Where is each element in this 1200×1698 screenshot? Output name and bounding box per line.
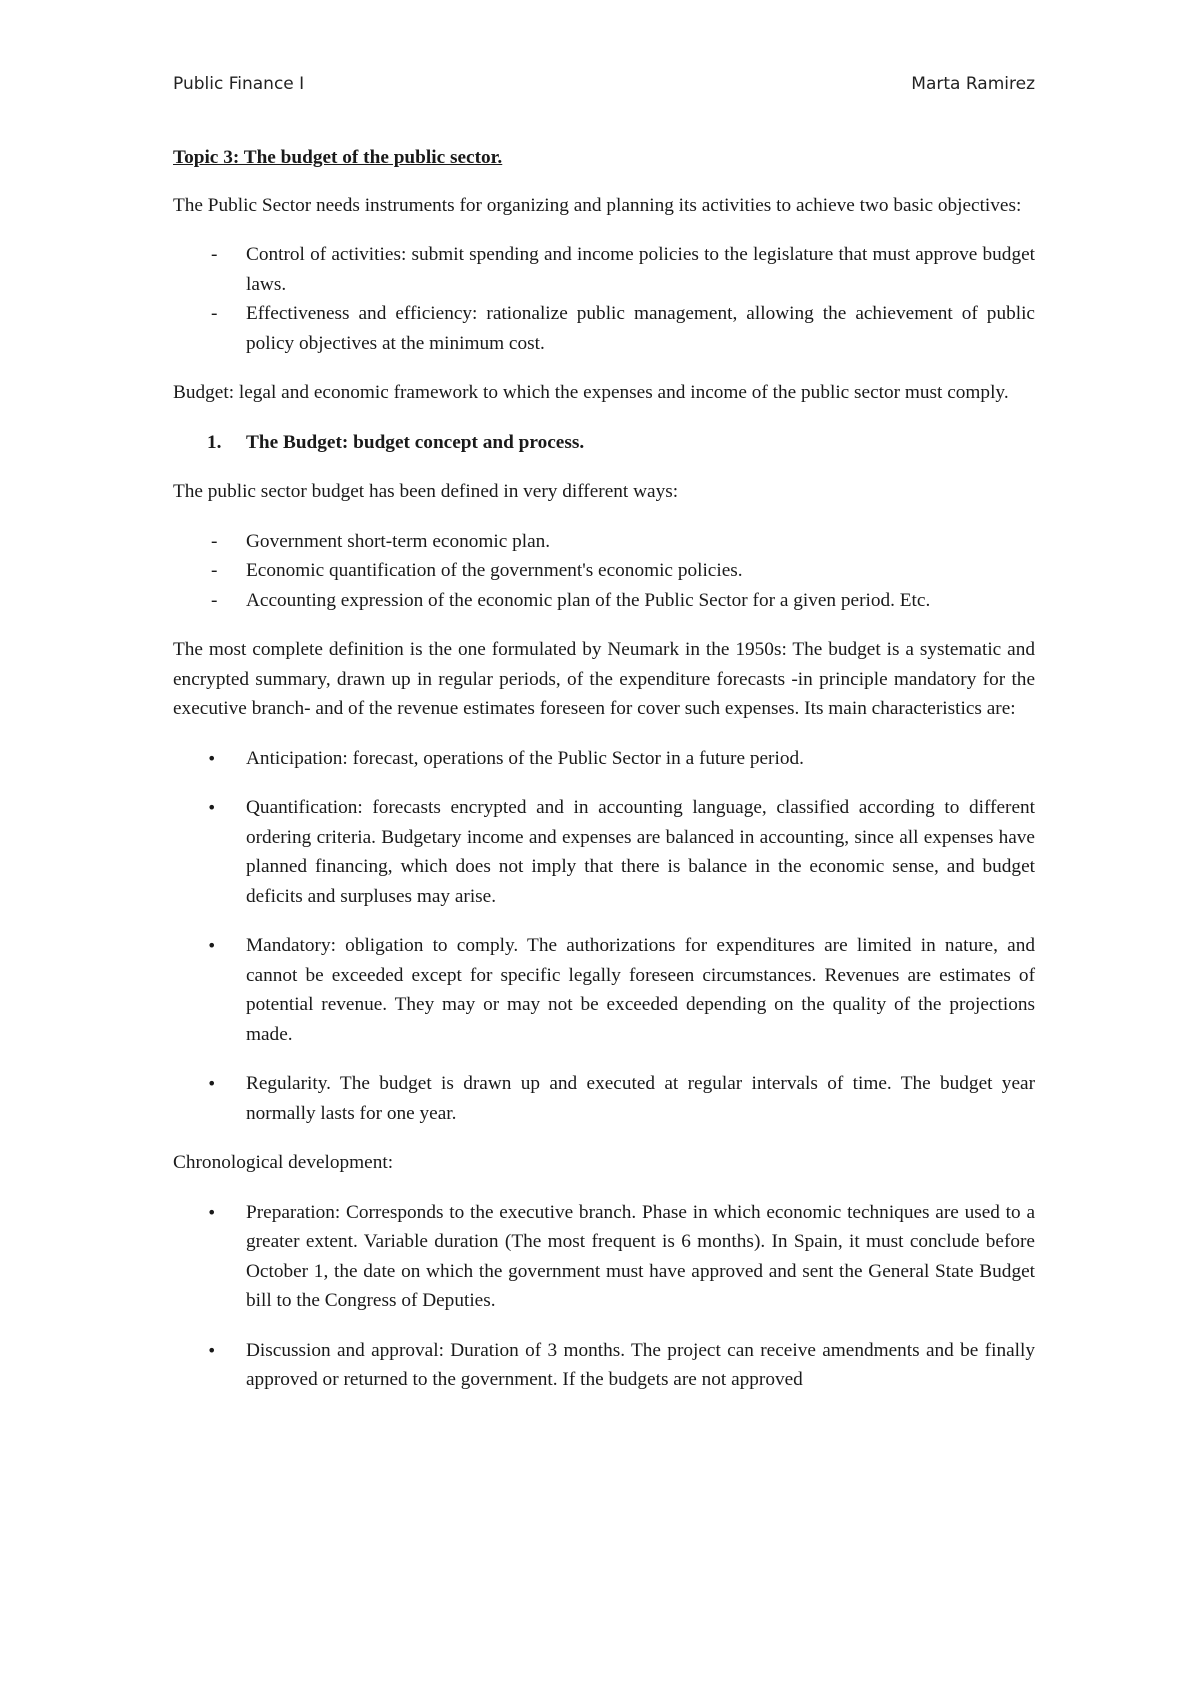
definitions-list: [173, 527, 1035, 616]
phase-text: Preparation: Corresponds to the executive branch. Phase in which economic techniques are used to a greater extent. Variable duration (The most frequent is 6 months). In Spain, it must conclude before October 1, the date on which the government must have approved and sent the General State Budget bill to the Congress of Deputies.: [246, 1201, 1035, 1311]
page-header: [173, 74, 1035, 100]
definition-text: Accounting expression of the economic plan of the Public Sector for a given period. Etc.: [246, 589, 931, 611]
bullet-marker: •: [207, 1340, 217, 1360]
bullet-marker: •: [207, 936, 217, 955]
definitions-intro-paragraph: The public sector budget has been defined in very different ways:: [173, 481, 679, 502]
header-author: Marta Ramirez: [911, 74, 1035, 94]
characteristic-text: Regularity. The budget is drawn up and executed at regular intervals of time. The budget year normally lasts for one year.: [246, 1073, 1035, 1124]
list-item: [173, 556, 1035, 586]
phase-text: Discussion and approval: Duration of 3 months. The project can receive amendments and be finally approved or returned to the government. If the budgets are not approved: [246, 1339, 1035, 1390]
definition-text: Government short-term economic plan.: [246, 530, 551, 552]
characteristics-list: [173, 744, 1035, 1129]
document-body: [173, 143, 1035, 1415]
list-item: [173, 527, 1035, 557]
topic-title: Topic 3: The budget of the public sector.: [173, 147, 503, 168]
bullet-marker: •: [207, 748, 217, 768]
section-number: 1.: [207, 431, 222, 453]
characteristic-text: Quantification: forecasts encrypted and in accounting language, classified according to different ordering criteria. Budgetary income and expenses are balanced in accounting, since all expenses have planned financing, which does not imply that there is balance in the economic sense, and budget deficits and surpluses may arise.: [246, 797, 1035, 907]
list-item: [173, 1198, 1035, 1316]
list-item: [173, 793, 1035, 911]
intro-paragraph: The Public Sector needs instruments for organizing and planning its activities to achieve two basic objectives:: [173, 194, 1022, 216]
chronological-intro-paragraph: Chronological development:: [173, 1152, 394, 1173]
list-item: [173, 931, 1035, 1049]
list-item: [173, 299, 1035, 358]
list-item: [173, 240, 1035, 299]
dash-marker: -: [211, 530, 218, 552]
list-item: [173, 744, 1035, 774]
list-item: [173, 1069, 1035, 1128]
list-item: [173, 1336, 1035, 1395]
section-heading: [173, 428, 1035, 458]
definition-text: Economic quantification of the government's economic policies.: [246, 560, 743, 581]
characteristic-text: Anticipation: forecast, operations of the Public Sector in a future period.: [246, 747, 804, 769]
section-title: The Budget: budget concept and process.: [246, 431, 585, 453]
characteristic-text: Mandatory: obligation to comply. The authorizations for expenditures are limited in nature, and cannot be exceeded except for specific legally foreseen circumstances. Revenues are estimates of potential revenue. They may or may not be exceeded depending on the quality of the projections made.: [246, 935, 1035, 1045]
header-course-title: Public Finance I: [173, 74, 305, 94]
dash-marker: -: [211, 560, 218, 581]
list-item: [173, 586, 1035, 616]
objectives-list: [173, 240, 1035, 358]
objective-text: Effectiveness and efficiency: rationalize public management, allowing the achievement of public policy objectives at the minimum cost.: [246, 303, 1035, 354]
objective-text: Control of activities: submit spending and income policies to the legislature that must approve budget laws.: [246, 244, 1035, 295]
bullet-marker: •: [207, 1074, 217, 1093]
dash-marker: -: [211, 303, 218, 324]
dash-marker: -: [211, 589, 218, 611]
phases-list: [173, 1198, 1035, 1395]
bullet-marker: •: [207, 1202, 217, 1222]
dash-marker: -: [211, 244, 218, 265]
bullet-marker: •: [207, 798, 217, 817]
budget-definition-paragraph: Budget: legal and economic framework to which the expenses and income of the public sector must comply.: [173, 382, 1009, 403]
neumark-paragraph: The most complete definition is the one formulated by Neumark in the 1950s: The budget is a systematic and encrypted summary, drawn up in regular periods, of the expenditure forecasts -in principle mandatory for the executive branch- and of the revenue estimates foreseen for cover such expenses. Its main characteristics are:: [173, 639, 1035, 719]
